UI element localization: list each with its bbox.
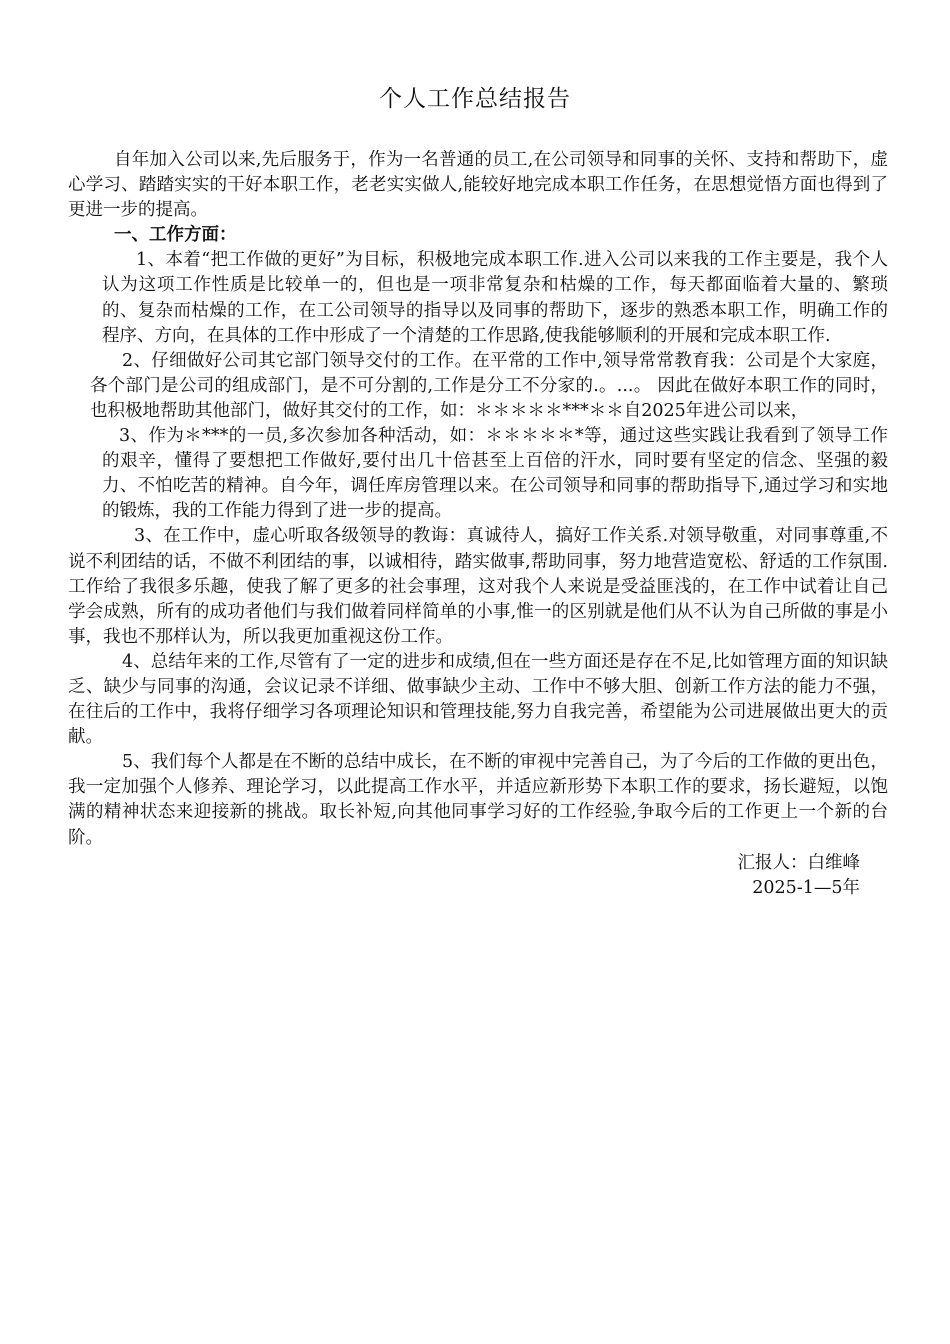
report-date: 2025-1—5年 bbox=[752, 877, 860, 898]
document-body bbox=[68, 148, 888, 901]
work-item-1: 1、本着“把工作做的更好”为目标，积极地完成本职工作.进入公司以来我的工作主要是，我个人认为这项工作性质是比较单一的，但也是一项非常复杂和枯燥的工作，每天都面临着大量的、繁琐的、复杂而枯燥的工作，在工公司领导的指导以及同事的帮助下，逐步的熟悉本职工作，明确工作的程序、方向，在具体的工作中形成了一个清楚的工作思路,使我能够顺利的开展和完成本职工作. bbox=[102, 250, 888, 346]
reporter-signature: 汇报人：白维峰 bbox=[737, 852, 860, 873]
section-heading-work: 一、工作方面： bbox=[114, 225, 237, 246]
work-item-4: 4、总结年来的工作,尽管有了一定的进步和成绩,但在一些方面还是存在不足,比如管理方面的知识缺乏、缺少与同事的沟通，会议记录不详细、做事缺少主动、工作中不够大胆、创新工作方法的能力不强，在往后的工作中，我将仔细学习各项理论知识和管理技能,努力自我完善，希望能为公司进展做出更大的贡献。 bbox=[68, 651, 888, 748]
intro-paragraph: 自年加入公司以来,先后服务于，作为一名普通的员工,在公司领导和同事的关怀、支持和帮助下，虚心学习、踏踏实实的干好本职工作，老老实实做人,能较好地完成本职工作任务，在思想觉悟方面也得到了更进一步的提高。 bbox=[68, 150, 888, 221]
work-item-3a: 3、作为＊***的一员,多次参加各种活动，如：＊＊＊＊＊*等，通过这些实践让我看到了领导工作的艰辛，懂得了要想把工作做好,要付出几十倍甚至上百倍的汗水，同时要有坚定的信念、坚强的毅力、不怕吃苦的精神。自今年，调任库房管理以来。在公司领导和同事的帮助指导下,通过学习和实地的锻炼，我的工作能力得到了进一步的提高。 bbox=[102, 426, 888, 522]
work-item-2: 2、仔细做好公司其它部门领导交付的工作。在平常的工作中,领导常常教育我：公司是个大家庭，各个部门是公司的组成部门，是不可分割的,工作是分工不分家的.。...。 因此在做好本职工作的同时，也积极地帮助其他部门，做好其交付的工作，如：＊＊＊＊＊***＊＊自2025年进公司以来， bbox=[90, 350, 888, 421]
document-title: 个人工作总结报告 bbox=[379, 86, 571, 112]
work-item-5: 5、我们每个人都是在不断的总结中成长，在不断的审视中完善自己，为了今后的工作做的更出色，我一定加强个人修养、理论学习，以此提高工作水平，并适应新形势下本职工作的要求，扬长避短，以饱满的精神状态来迎接新的挑战。取长补短,向其他同事学习好的工作经验,争取今后的工作更上一个新的台阶。 bbox=[68, 752, 888, 848]
work-item-3b: 3、在工作中，虚心听取各级领导的教诲：真诚待人，搞好工作关系.对领导敬重，对同事尊重,不说不利团结的话，不做不利团结的事，以诚相待，踏实做事,帮助同事，努力地营造宽松、舒适的工作氛围.工作给了我很多乐趣，使我了解了更多的社会事理，这对我个人来说是受益匪浅的，在工作中试着让自己学会成熟，所有的成功者他们与我们做着同样简单的小事,惟一的区别就是他们从不认为自己所做的事是小事，我也不那样认为，所以我更加重视这份工作。 bbox=[68, 526, 888, 647]
